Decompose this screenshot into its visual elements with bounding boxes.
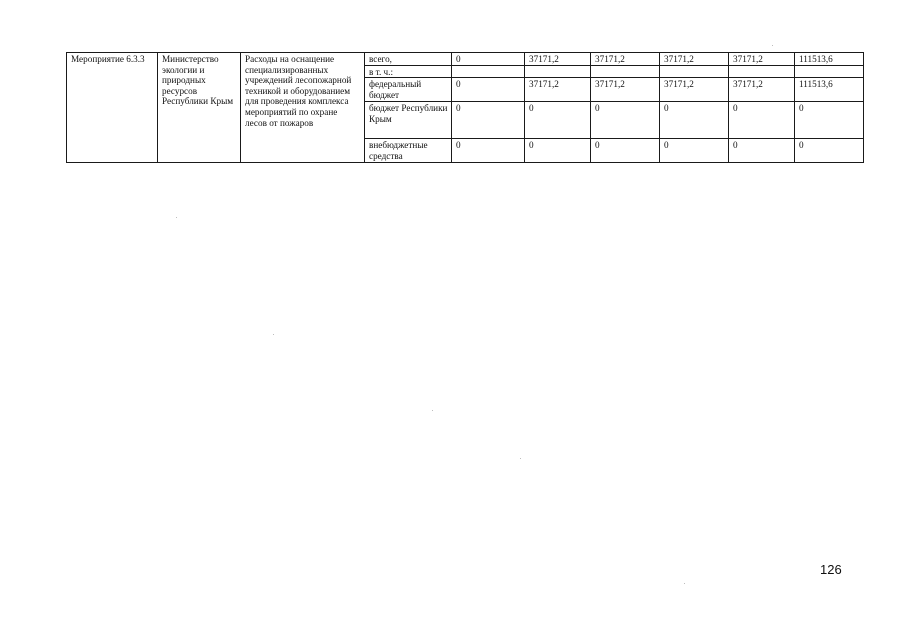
value-cell: 0 xyxy=(452,102,525,139)
funding-source-cell: всего, xyxy=(365,53,452,66)
value-cell: 0 xyxy=(729,139,795,163)
scan-speck xyxy=(273,334,274,335)
value-cell xyxy=(525,65,591,78)
value-cell: 37171,2 xyxy=(525,78,591,102)
value-cell: 0 xyxy=(660,102,729,139)
scan-speck xyxy=(176,217,177,218)
value-cell: 0 xyxy=(729,102,795,139)
page-number: 126 xyxy=(820,562,842,577)
budget-table xyxy=(66,52,864,163)
value-cell: 0 xyxy=(525,139,591,163)
scan-speck xyxy=(684,583,685,584)
measure-cell: Мероприятие 6.3.3 xyxy=(67,53,158,163)
value-cell: 0 xyxy=(452,78,525,102)
value-cell: 111513,6 xyxy=(795,53,864,66)
value-cell: 37171,2 xyxy=(525,53,591,66)
value-cell: 0 xyxy=(525,102,591,139)
value-cell: 0 xyxy=(452,53,525,66)
value-cell xyxy=(591,65,660,78)
value-cell: 0 xyxy=(795,102,864,139)
scan-speck xyxy=(772,45,773,46)
funding-source-cell: федеральный бюджет xyxy=(365,78,452,102)
value-cell: 37171,2 xyxy=(591,78,660,102)
funding-source-cell: внебюджетные средства xyxy=(365,139,452,163)
value-cell xyxy=(452,65,525,78)
value-cell: 0 xyxy=(452,139,525,163)
funding-source-cell: бюджет Республики Крым xyxy=(365,102,452,139)
value-cell: 0 xyxy=(591,139,660,163)
value-cell xyxy=(729,65,795,78)
table-row-total xyxy=(67,53,864,66)
value-cell: 0 xyxy=(795,139,864,163)
value-cell: 37171,2 xyxy=(660,53,729,66)
value-cell: 37171,2 xyxy=(729,53,795,66)
funding-source-cell: в т. ч.: xyxy=(365,65,452,78)
description-cell: Расходы на оснащение специализированных учреждений лесопожарной техникой и оборудованием для проведения комплекса мероприятий по охране лесов от пожаров xyxy=(241,53,365,163)
value-cell xyxy=(795,65,864,78)
value-cell: 0 xyxy=(660,139,729,163)
scan-speck xyxy=(520,458,521,459)
value-cell: 37171,2 xyxy=(591,53,660,66)
value-cell: 0 xyxy=(591,102,660,139)
value-cell: 111513,6 xyxy=(795,78,864,102)
value-cell: 37171,2 xyxy=(660,78,729,102)
scan-speck xyxy=(432,410,433,411)
executor-cell: Министерство экологии и природных ресурсов Республики Крым xyxy=(158,53,241,163)
value-cell xyxy=(660,65,729,78)
value-cell: 37171,2 xyxy=(729,78,795,102)
